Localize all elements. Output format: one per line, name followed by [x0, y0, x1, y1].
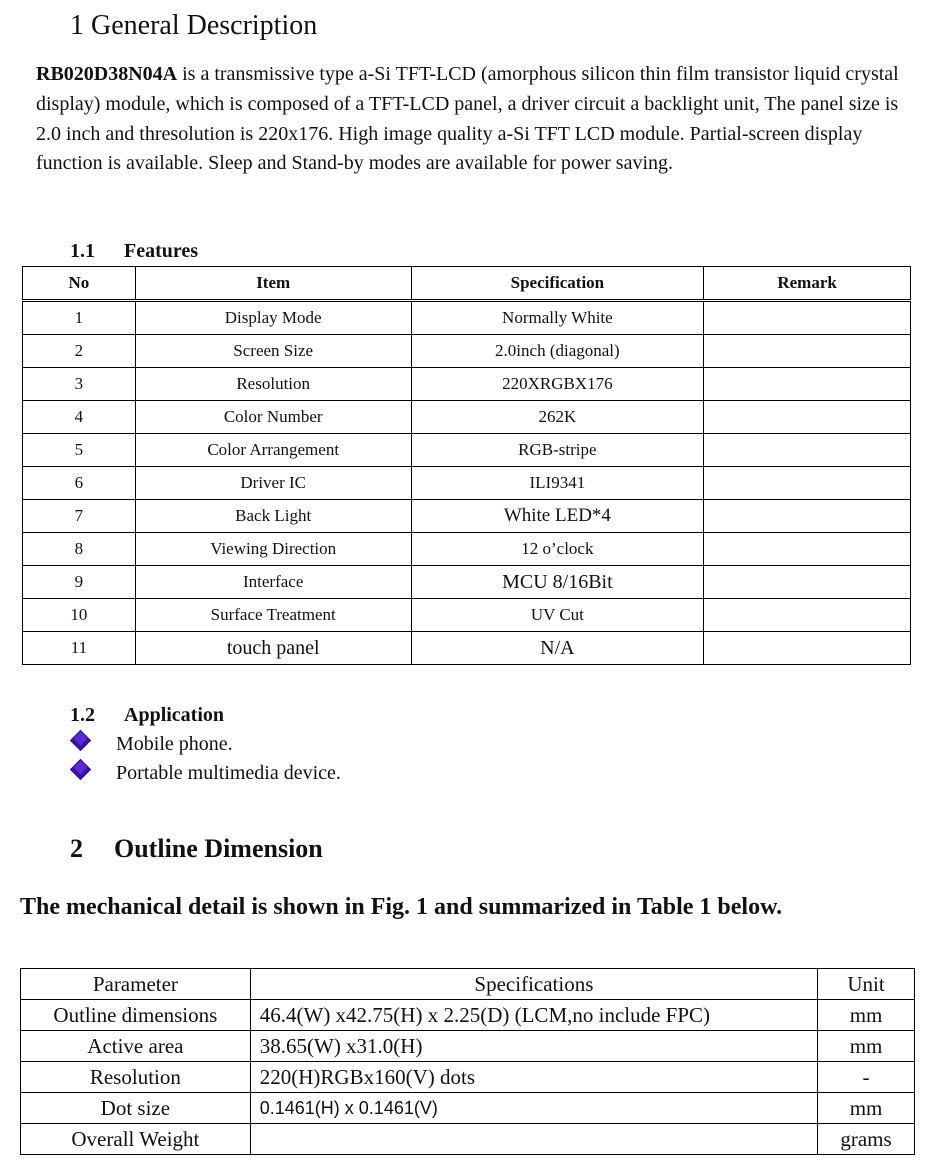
row-remark — [704, 301, 911, 335]
list-item — [70, 762, 341, 785]
row-spec: 0.1461(H) x 0.1461(V) — [250, 1093, 817, 1124]
table-row — [23, 566, 911, 599]
table-row — [21, 1124, 915, 1155]
row-unit: mm — [818, 1000, 915, 1031]
row-no: 4 — [23, 401, 136, 434]
row-item: Color Number — [135, 401, 411, 434]
row-item: touch panel — [135, 632, 411, 665]
table-row — [23, 467, 911, 500]
row-spec: Normally White — [411, 301, 704, 335]
row-item: Screen Size — [135, 335, 411, 368]
row-spec — [250, 1124, 817, 1155]
row-no: 7 — [23, 500, 136, 533]
row-item: Interface — [135, 566, 411, 599]
row-unit: mm — [818, 1093, 915, 1124]
list-item — [70, 733, 233, 756]
row-remark — [704, 533, 911, 566]
mechanical-statement: The mechanical detail is shown in Fig. 1 and summarized in Table 1 below. — [20, 894, 783, 920]
features-number: 1.1 — [70, 240, 95, 262]
table-row — [21, 1031, 915, 1062]
row-no: 9 — [23, 566, 136, 599]
row-remark — [704, 632, 911, 665]
row-no: 6 — [23, 467, 136, 500]
table-row — [21, 1062, 915, 1093]
header-specification: Specification — [411, 267, 704, 301]
row-spec: 12 o’clock — [411, 533, 704, 566]
row-spec: 2.0inch (diagonal) — [411, 335, 704, 368]
header-no: No — [23, 267, 136, 301]
table-row — [23, 500, 911, 533]
application-heading — [70, 704, 224, 727]
row-remark — [704, 401, 911, 434]
table-row — [23, 301, 911, 335]
row-spec: 46.4(W) x42.75(H) x 2.25(D) (LCM,no include FPC) — [250, 1000, 817, 1031]
row-spec: 220(H)RGBx160(V) dots — [250, 1062, 817, 1093]
table-row — [21, 1093, 915, 1124]
general-description-paragraph — [36, 60, 906, 179]
row-no: 5 — [23, 434, 136, 467]
table-row — [23, 599, 911, 632]
features-heading — [70, 240, 198, 263]
row-item: Driver IC — [135, 467, 411, 500]
row-remark — [704, 566, 911, 599]
section-2-number: 2 — [70, 834, 83, 863]
row-item: Display Mode — [135, 301, 411, 335]
dimensions-table — [20, 968, 915, 1155]
table-row — [21, 1000, 915, 1031]
intro-text: is a transmissive type a-Si TFT-LCD (amorphous silicon thin film transistor liquid crystal display) module, which is composed of a TFT-LCD panel, a driver circuit a backlight unit, The panel size is 2.0 inch and thresolution is 220x176. High image quality a-Si TFT LCD module. Partial-screen display function is available. Sleep and Stand-by modes are available for power saving. — [36, 63, 899, 175]
model-number: RB020D38N04A — [36, 63, 178, 85]
header-specifications: Specifications — [250, 969, 817, 1000]
features-title: Features — [124, 240, 199, 262]
features-header-row — [23, 267, 911, 301]
application-title: Application — [124, 704, 225, 726]
row-param: Resolution — [21, 1062, 251, 1093]
header-remark: Remark — [704, 267, 911, 301]
row-spec: MCU 8/16Bit — [411, 566, 704, 599]
header-unit: Unit — [818, 969, 915, 1000]
row-no: 2 — [23, 335, 136, 368]
row-spec: 38.65(W) x31.0(H) — [250, 1031, 817, 1062]
row-item: Resolution — [135, 368, 411, 401]
table-row — [23, 368, 911, 401]
row-remark — [704, 500, 911, 533]
section-2-heading — [70, 834, 323, 864]
row-spec: UV Cut — [411, 599, 704, 632]
header-parameter: Parameter — [21, 969, 251, 1000]
row-unit: mm — [818, 1031, 915, 1062]
application-item: Mobile phone. — [116, 733, 233, 755]
row-param: Dot size — [21, 1093, 251, 1124]
row-spec: ILI9341 — [411, 467, 704, 500]
row-item: Color Arrangement — [135, 434, 411, 467]
row-no: 3 — [23, 368, 136, 401]
section-1-title: 1 General Description — [70, 10, 318, 41]
features-table — [22, 266, 911, 665]
row-no: 10 — [23, 599, 136, 632]
application-item: Portable multimedia device. — [116, 762, 341, 784]
table-row — [23, 533, 911, 566]
row-remark — [704, 368, 911, 401]
row-item: Back Light — [135, 500, 411, 533]
row-param: Outline dimensions — [21, 1000, 251, 1031]
section-2-title: Outline Dimension — [114, 834, 323, 863]
row-item: Viewing Direction — [135, 533, 411, 566]
table-row — [23, 434, 911, 467]
diamond-bullet-icon — [70, 730, 91, 751]
row-no: 11 — [23, 632, 136, 665]
row-remark — [704, 599, 911, 632]
row-spec: RGB-stripe — [411, 434, 704, 467]
row-param: Active area — [21, 1031, 251, 1062]
row-no: 8 — [23, 533, 136, 566]
header-item: Item — [135, 267, 411, 301]
row-spec: 220XRGBX176 — [411, 368, 704, 401]
dimensions-header-row — [21, 969, 915, 1000]
row-no: 1 — [23, 301, 136, 335]
table-row — [23, 632, 911, 665]
table-row — [23, 335, 911, 368]
row-remark — [704, 467, 911, 500]
row-spec: 262K — [411, 401, 704, 434]
row-unit: - — [818, 1062, 915, 1093]
row-remark — [704, 434, 911, 467]
row-unit: grams — [818, 1124, 915, 1155]
row-param: Overall Weight — [21, 1124, 251, 1155]
row-remark — [704, 335, 911, 368]
diamond-bullet-icon — [70, 759, 91, 780]
application-number: 1.2 — [70, 704, 95, 726]
row-spec: White LED*4 — [411, 500, 704, 533]
row-spec: N/A — [411, 632, 704, 665]
row-item: Surface Treatment — [135, 599, 411, 632]
table-row — [23, 401, 911, 434]
